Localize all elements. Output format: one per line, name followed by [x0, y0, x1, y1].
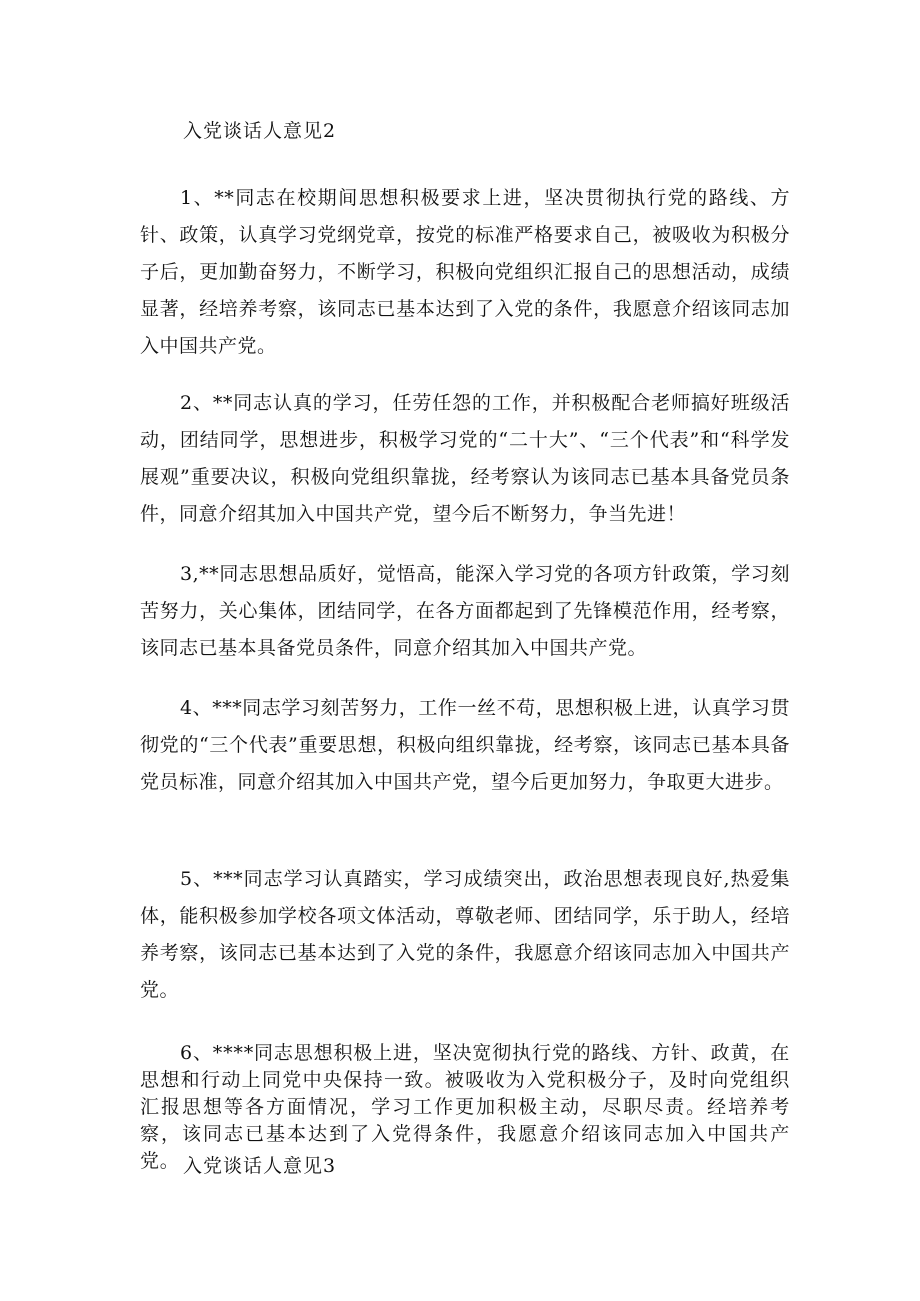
section-heading-3: 入党谈话人意见3 [183, 1155, 337, 1177]
paragraph-2: 2、**同志认真的学习，任劳任怨的工作，并积极配合老师搞好班级活动，团结同学，思想进步，积极学习党的“二十大”、“三个代表”和“科学发展观”重要决议，积极向党组织靠拢，经考察认为该同志已基本具备党员条件，同意介绍其加入中国共产党，望今后不断努力，争当先进！ [140, 392, 790, 525]
section-heading-2: 入党谈话人意见2 [183, 120, 337, 142]
paragraph-5: 5、***同志学习认真踏实，学习成绩突出，政治思想表现良好,热爱集体，能积极参加学校各项文体活动，尊敬老师、团结同学，乐于助人，经培养考察，该同志已基本达到了入党的条件，我愿意介绍该同志加入中国共产党。 [140, 868, 790, 1001]
paragraph-1: 1、**同志在校期间思想积极要求上进，坚决贯彻执行党的路线、方针、政策，认真学习党纲党章，按党的标准严格要求自己，被吸收为积极分子后，更加勤奋努力，不断学习，积极向党组织汇报自己的思想活动，成绩显著，经培养考察，该同志已基本达到了入党的条件，我愿意介绍该同志加入中国共产党。 [140, 187, 790, 357]
paragraph-4: 4、***同志学习刻苦努力，工作一丝不苟，思想积极上进，认真学习贯彻党的“三个代表”重要思想，积极向组织靠拢，经考察，该同志已基本具备党员标准，同意介绍其加入中国共产党，望今后更加努力，争取更大进步。 [140, 697, 790, 793]
paragraph-6: 6、****同志思想积极上进，坚决宽彻执行党的路线、方针、政黄，在思想和行动上同党中央保持一致。被吸收为入党积极分子，及时向党组织汇报思想等各方面情况，学习工作更加积极主动，尽职尽责。经培养考察，该同志已基本达到了入党得条件，我愿意介绍该同志加入中国共产党。 [140, 1042, 790, 1172]
paragraph-3: 3,**同志思想品质好，觉悟高，能深入学习党的各项方针政策，学习刻苦努力，关心集体，团结同学，在各方面都起到了先锋模范作用，经考察，该同志已基本具备党员条件，同意介绍其加入中国共产党。 [140, 563, 790, 659]
